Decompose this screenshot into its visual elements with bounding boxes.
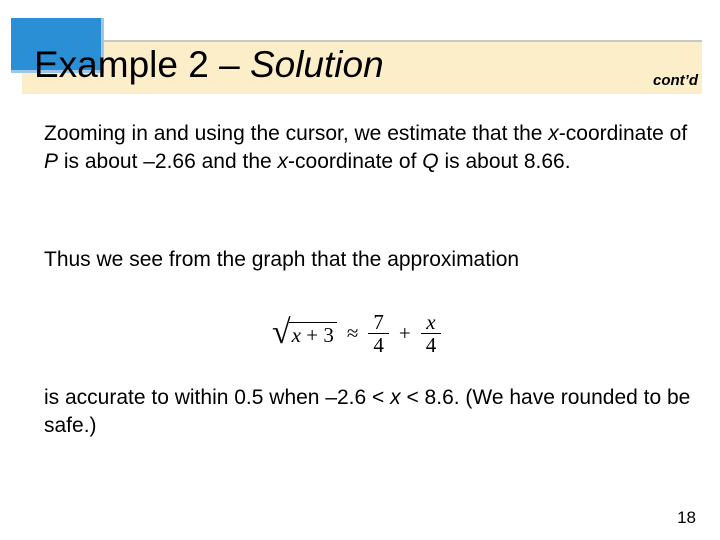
approximation-formula bbox=[272, 306, 441, 360]
approx-symbol: ≈ bbox=[346, 320, 359, 345]
text-run: < 8.6. (We have rounded to be safe.) bbox=[44, 386, 691, 437]
italic-variable: Q bbox=[422, 150, 439, 173]
radicand-constant: + 3 bbox=[301, 323, 334, 347]
italic-variable: P bbox=[44, 150, 59, 173]
fraction-numerator: 7 bbox=[373, 309, 384, 334]
title-main: Example 2 – bbox=[34, 44, 250, 85]
fraction-seven-fourths bbox=[368, 311, 389, 356]
square-root bbox=[272, 316, 337, 350]
radicand bbox=[289, 322, 337, 347]
paragraph-accuracy bbox=[44, 384, 694, 440]
text-run: is accurate to within 0.5 when –2.6 < bbox=[44, 386, 391, 409]
plus-symbol: + bbox=[398, 320, 411, 345]
italic-variable: x bbox=[390, 386, 401, 409]
paragraph-approximation: Thus we see from the graph that the approximation bbox=[44, 248, 520, 271]
fraction-x-fourths bbox=[421, 311, 442, 356]
text-run: -coordinate of bbox=[288, 150, 423, 173]
slide-title bbox=[34, 40, 384, 90]
text-run: Zooming in and using the cursor, we estimate that the bbox=[44, 122, 549, 145]
fraction-denominator: 4 bbox=[421, 333, 442, 356]
italic-variable: x bbox=[548, 122, 559, 145]
radical-sign-icon: √ bbox=[272, 314, 291, 351]
italic-variable: x bbox=[277, 150, 289, 173]
title-solution: Solution bbox=[249, 44, 384, 85]
text-run: is about 8.66. bbox=[438, 150, 571, 173]
fraction-denominator: 4 bbox=[368, 333, 389, 356]
paragraph-estimate bbox=[44, 120, 694, 176]
text-run: -coordinate of bbox=[558, 122, 688, 145]
page-number: 18 bbox=[677, 508, 696, 527]
radicand-variable: x bbox=[291, 323, 301, 347]
text-run: is about –2.66 and the bbox=[58, 150, 278, 173]
fraction-numerator: x bbox=[426, 309, 436, 334]
continued-label: cont’d bbox=[653, 72, 698, 89]
